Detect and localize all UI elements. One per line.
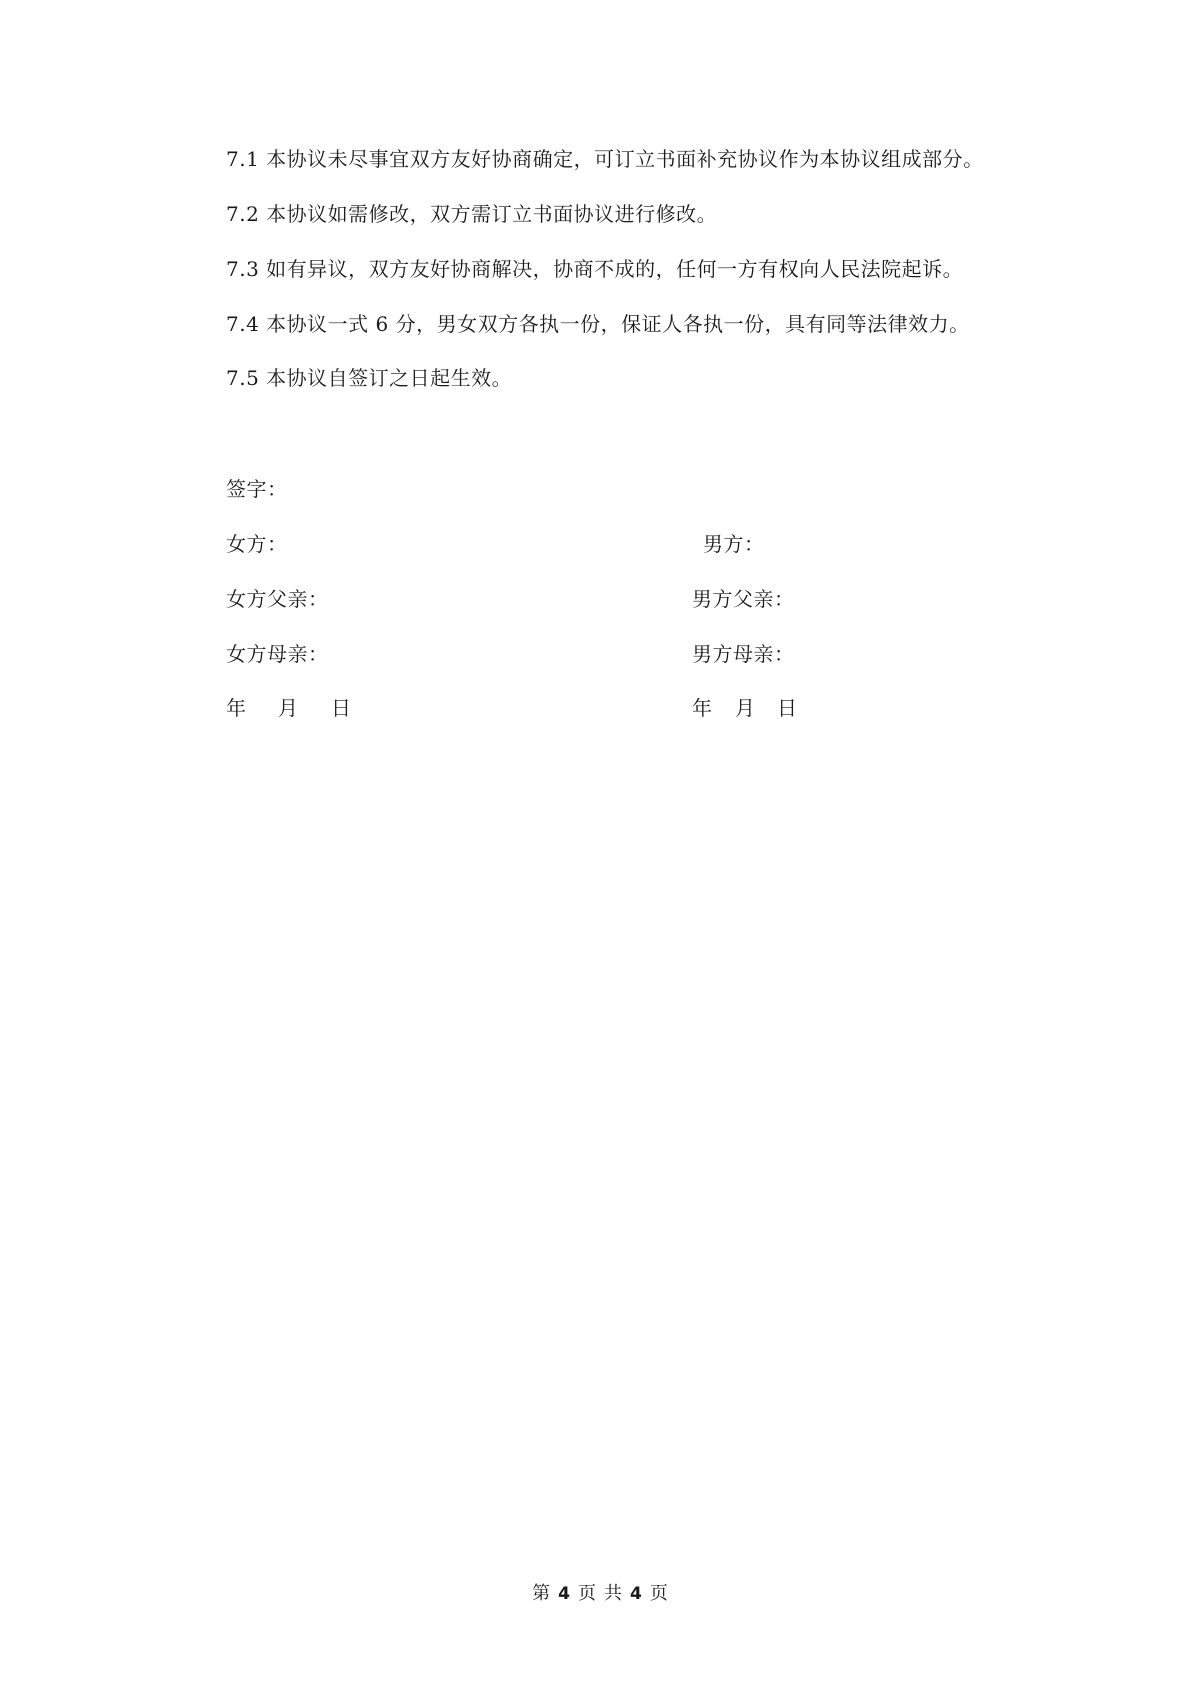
footer-prefix: 第 (532, 1583, 551, 1604)
clause-7-5: 7.5 本协议自签订之日起生效。 (226, 366, 513, 390)
total-pages-number: 4 (630, 1584, 642, 1604)
date-month-label: 月 (735, 696, 755, 720)
footer-suffix: 页 (649, 1583, 668, 1604)
footer-total-word: 共 (604, 1583, 622, 1604)
signature-heading: 签字： (226, 477, 288, 501)
date-month-label: 月 (278, 696, 298, 720)
clause-7-2: 7.2 本协议如需修改，双方需订立书面协议进行修改。 (226, 202, 718, 226)
female-signature-label: 女方： (226, 532, 288, 556)
female-mother-signature-label: 女方母亲： (226, 642, 329, 666)
male-father-signature-label: 男方父亲： (692, 587, 795, 611)
date-year-label: 年 (226, 696, 246, 720)
date-day-label: 日 (777, 696, 797, 720)
page-footer (0, 1581, 1200, 1607)
footer-page-word: 页 (578, 1583, 596, 1604)
clause-7-1: 7.1 本协议未尽事宜双方友好协商确定，可订立书面补充协议作为本协议组成部分。 (226, 147, 984, 171)
male-mother-signature-label: 男方母亲： (692, 642, 795, 666)
clause-7-3: 7.3 如有异议，双方友好协商解决，协商不成的，任何一方有权向人民法院起诉。 (226, 257, 964, 281)
date-day-label: 日 (331, 696, 351, 720)
male-signature-label: 男方： (703, 532, 765, 556)
female-father-signature-label: 女方父亲： (226, 587, 329, 611)
clause-7-4: 7.4 本协议一式 6 分，男女双方各执一份，保证人各执一份，具有同等法律效力。 (226, 312, 970, 336)
current-page-number: 4 (558, 1584, 570, 1604)
date-year-label: 年 (692, 696, 712, 720)
